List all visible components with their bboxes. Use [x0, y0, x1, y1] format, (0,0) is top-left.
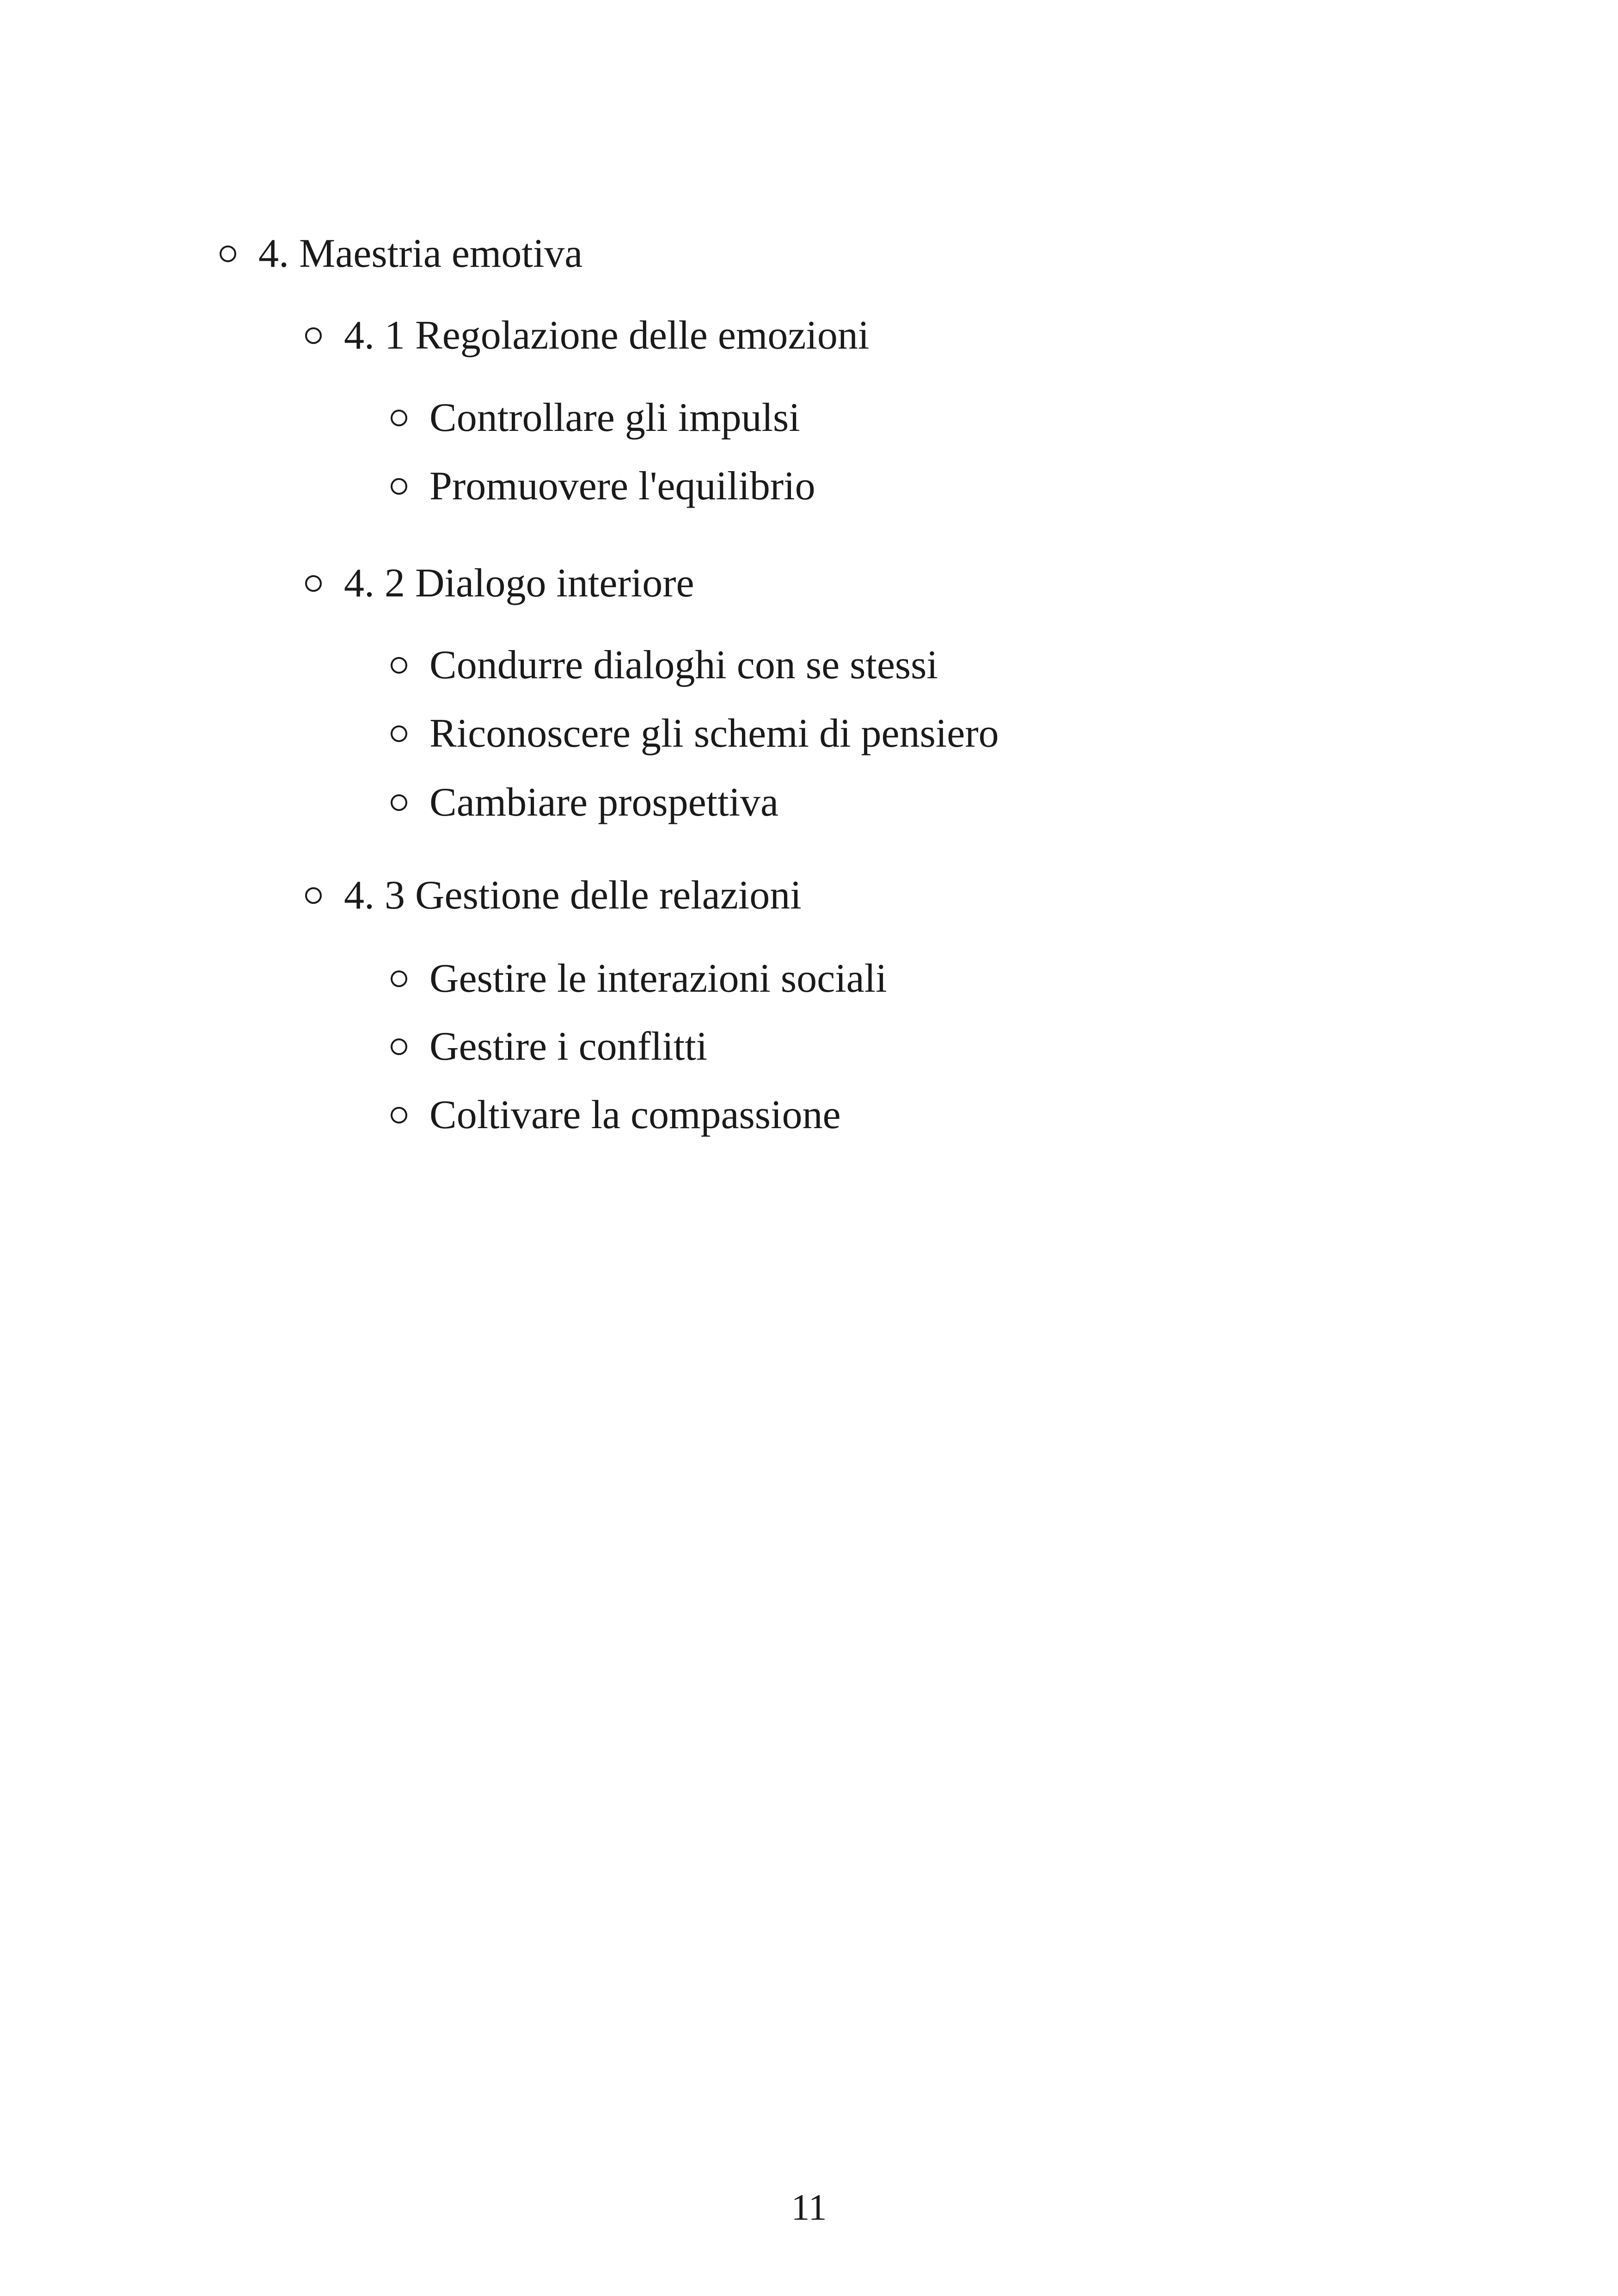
circle-bullet-icon — [305, 575, 322, 592]
item-text: Controllare gli impulsi — [429, 395, 800, 440]
outline-item — [391, 958, 887, 999]
subsection-title: 4. 3 Gestione delle relazioni — [344, 873, 802, 918]
outline-item-section — [220, 233, 582, 274]
outline-item — [391, 466, 815, 507]
circle-bullet-icon — [305, 327, 322, 344]
circle-bullet-icon — [391, 1107, 407, 1123]
outline-item — [391, 1095, 841, 1136]
circle-bullet-icon — [391, 725, 407, 742]
outline-item-subsection — [305, 875, 802, 916]
circle-bullet-icon — [391, 410, 407, 426]
section-title: 4. Maestria emotiva — [258, 231, 583, 276]
circle-bullet-icon — [391, 657, 407, 674]
item-text: Gestire le interazioni sociali — [429, 956, 887, 1001]
item-text: Cambiare prospettiva — [429, 780, 779, 825]
outline-item — [391, 713, 999, 754]
circle-bullet-icon — [391, 970, 407, 987]
outline-item — [391, 645, 938, 686]
item-text: Coltivare la compassione — [429, 1093, 841, 1137]
outline-item — [391, 395, 800, 440]
item-text: Gestire i conflitti — [429, 1024, 708, 1069]
circle-bullet-icon — [391, 1038, 407, 1055]
item-text: Promuovere l'equilibrio — [429, 464, 815, 509]
outline-item — [391, 782, 778, 823]
circle-bullet-icon — [391, 478, 407, 495]
outline-item — [391, 1026, 707, 1067]
subsection-title: 4. 2 Dialogo interiore — [344, 561, 694, 606]
subsection-title: 4. 1 Regolazione delle emozioni — [344, 313, 870, 358]
circle-bullet-icon — [391, 794, 407, 811]
item-text: Riconoscere gli schemi di pensiero — [429, 711, 999, 756]
item-text: Condurre dialoghi con se stessi — [429, 643, 938, 688]
outline-item-subsection — [305, 563, 694, 604]
page-number: 11 — [791, 2187, 827, 2228]
circle-bullet-icon — [305, 887, 322, 904]
outline-item-subsection — [305, 315, 869, 356]
circle-bullet-icon — [220, 246, 236, 262]
